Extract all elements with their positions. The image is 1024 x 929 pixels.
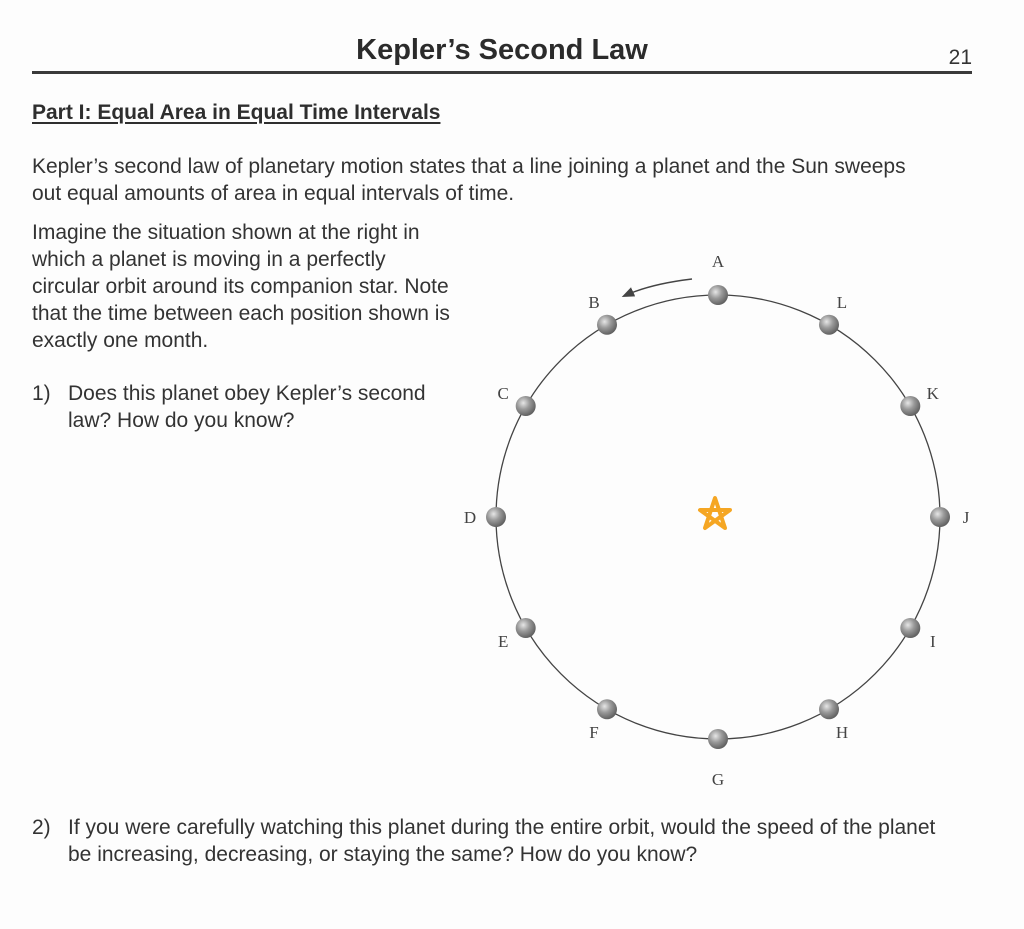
position-label-h: H: [835, 722, 849, 742]
planet-position-g: [708, 729, 728, 749]
planet-position-c: [516, 396, 536, 416]
position-label-b: B: [588, 293, 600, 313]
page-number: 21: [948, 46, 972, 69]
position-label-c: C: [497, 384, 509, 403]
planet-position-h: [819, 699, 839, 719]
position-label-e: E: [498, 632, 509, 651]
planet-position-i: [900, 618, 920, 638]
page-title: Kepler’s Second Law: [356, 34, 648, 66]
planet-position-f: [597, 699, 617, 719]
question-1-text: Does this planet obey Kepler’s second law? How do you know?: [68, 382, 426, 432]
position-label-l: L: [836, 293, 848, 313]
position-label-d: D: [463, 508, 477, 527]
planet-position-b: [597, 315, 617, 335]
position-label-i: I: [929, 632, 936, 651]
planet-position-e: [516, 618, 536, 638]
position-label-g: G: [711, 770, 725, 789]
situation-paragraph: Imagine the situation shown at the right in which a planet is moving in a perfectly circular orbit around its companion star. Note that the time between each position shown is exactly one month.: [32, 221, 450, 352]
intro-paragraph: Kepler’s second law of planetary motion states that a line joining a planet and the Sun sweeps out equal amounts of area in equal intervals of time.: [32, 155, 906, 205]
section-heading: Part I: Equal Area in Equal Time Intervals: [32, 101, 441, 124]
position-label-a: A: [711, 252, 725, 271]
position-label-j: J: [962, 508, 970, 527]
planet-position-k: [900, 396, 920, 416]
planet-position-j: [930, 507, 950, 527]
question-1-number: 1): [32, 382, 51, 405]
position-label-f: F: [589, 722, 599, 742]
planet-position-l: [819, 315, 839, 335]
orbit-direction-arrow: [624, 279, 692, 296]
question-2-text: If you were carefully watching this planet during the entire orbit, would the speed of the planet be increasing, decreasing, or staying the same? How do you know?: [68, 816, 936, 866]
position-label-k: K: [926, 384, 939, 403]
star-icon: [700, 498, 730, 528]
planet-position-d: [486, 507, 506, 527]
question-2-number: 2): [32, 816, 51, 839]
planet-position-a: [708, 285, 728, 305]
